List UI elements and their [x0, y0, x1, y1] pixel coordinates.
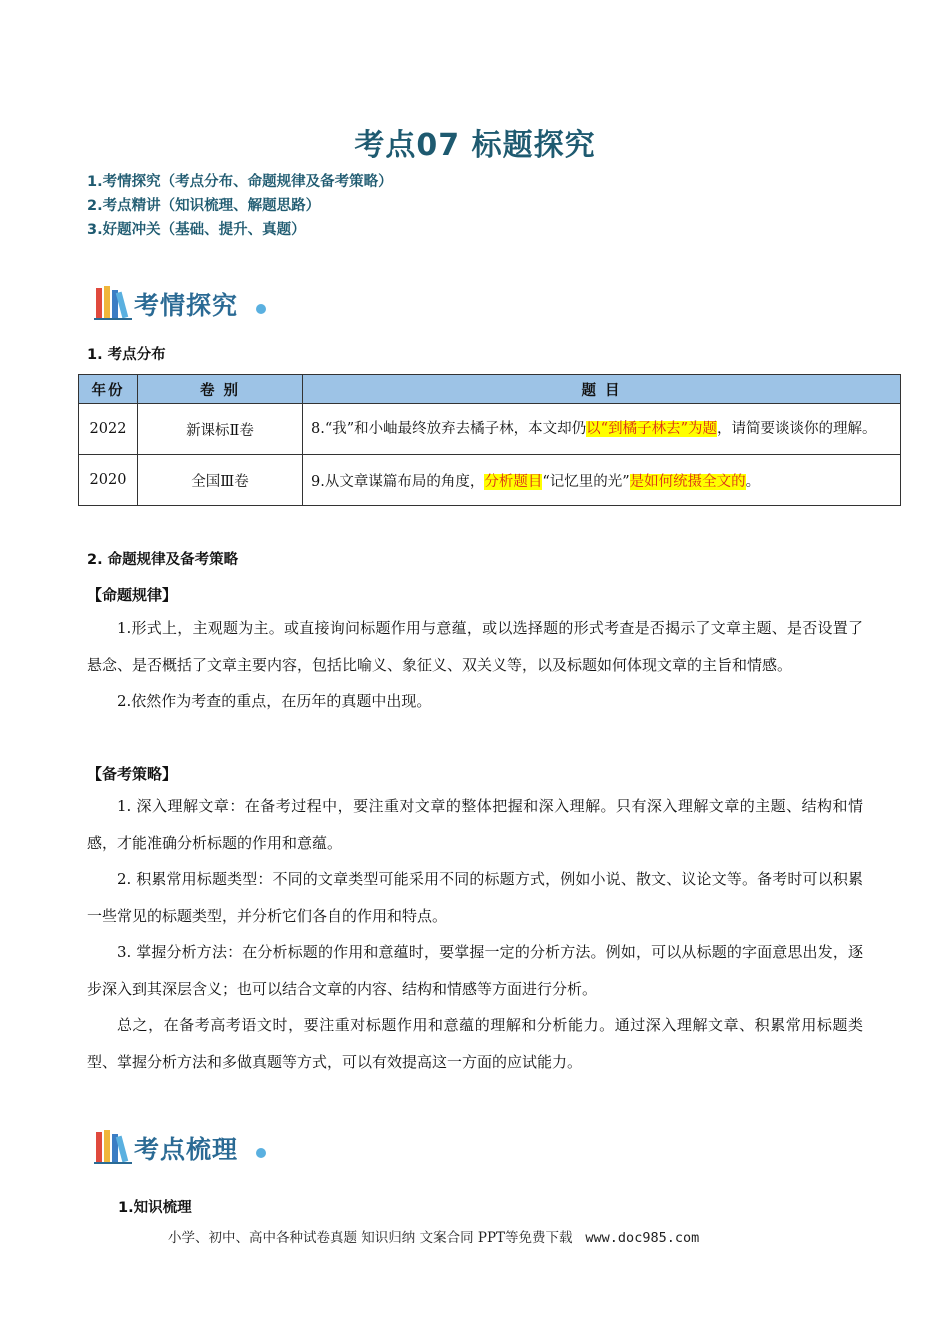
toc-item: 3.好题冲关（基础、提升、真题）: [87, 222, 306, 238]
column-header-question: 题 目: [303, 375, 901, 404]
rules-text: [87, 610, 863, 720]
table-of-contents: [87, 170, 393, 242]
paragraph: 3. 掌握分析方法：在分析标题的作用和意蕴时，要掌握一定的分析方法。例如，可以从标题的字面意思出发，逐步深入到其深层含义；也可以结合文章的内容、结构和情感等方面进行分析。: [87, 943, 863, 998]
rules-heading: 【命题规律】: [87, 586, 178, 604]
banner-dot-icon: [256, 304, 266, 314]
cell-paper: 全国Ⅲ卷: [138, 455, 303, 506]
paragraph: 2. 积累常用标题类型：不同的文章类型可能采用不同的标题方式，例如小说、散文、议论文等。备考时可以积累一些常见的标题类型，并分析它们各自的作用和特点。: [87, 870, 863, 925]
cell-paper: 新课标Ⅱ卷: [138, 404, 303, 455]
section-banner-knowledge: [94, 1126, 284, 1170]
banner-dot-icon: [256, 1148, 266, 1158]
cell-year: 2020: [79, 455, 138, 506]
books-icon: [94, 1126, 134, 1166]
column-header-paper: 卷 别: [138, 375, 303, 404]
section-heading-rules: 2. 命题规律及备考策略: [87, 552, 239, 568]
paragraph: 总之，在备考高考语文时，要注重对标题作用和意蕴的理解和分析能力。通过深入理解文章、积累常用标题类型、掌握分析方法和多做真题等方式，可以有效提高这一方面的应试能力。: [87, 1016, 863, 1071]
cell-year: 2022: [79, 404, 138, 455]
table-header-row: [79, 375, 901, 404]
books-icon: [94, 282, 134, 322]
question-text: ，请简要谈谈你的理解。: [717, 421, 877, 437]
paragraph: 1.形式上，主观题为主。或直接询问标题作用与意蕴，或以选择题的形式考查是否揭示了文章主题、是否设置了悬念、是否概括了文章主要内容，包括比喻义、象征义、双关义等，以及标题如何体现文章的主旨和情感。: [87, 619, 863, 674]
banner-title: 考情探究: [134, 291, 239, 320]
page-footer: [168, 1226, 699, 1246]
strategy-heading: 【备考策略】: [87, 765, 178, 783]
toc-item: 1.考情探究（考点分布、命题规律及备考策略）: [87, 174, 393, 190]
section-banner-exam-analysis: [94, 282, 284, 326]
table-row: [79, 404, 901, 455]
cell-question: [303, 455, 901, 506]
highlighted-text: 是如何统摄全文的: [629, 473, 746, 490]
banner-title: 考点梳理: [134, 1135, 239, 1164]
footer-link[interactable]: www.doc985.com: [585, 1230, 700, 1246]
question-text: 9.从文章谋篇布局的角度，: [311, 473, 485, 490]
strategy-text: [87, 788, 863, 1080]
column-header-year: 年份: [79, 375, 138, 404]
toc-item: 2.考点精讲（知识梳理、解题思路）: [87, 198, 321, 214]
paragraph: 1. 深入理解文章：在备考过程中，要注重对文章的整体把握和深入理解。只有深入理解文章的主题、结构和情感，才能准确分析标题的作用和意蕴。: [87, 797, 863, 852]
highlighted-text: 分析题目: [484, 473, 543, 490]
exam-distribution-table: [78, 374, 901, 506]
knowledge-heading: 1.知识梳理: [118, 1200, 192, 1216]
footer-text: 小学、初中、高中各种试卷真题 知识归纳 文案合同 PPT等免费下载: [168, 1230, 573, 1246]
question-text: 8.“我”和小岫最终放弃去橘子林，本文却仍: [311, 421, 587, 437]
question-text: 。: [745, 473, 761, 490]
question-text: “记忆里的光”: [542, 473, 630, 490]
highlighted-text: 以“到橘子林去”为题: [586, 421, 717, 437]
paragraph: 2.依然作为考查的重点，在历年的真题中出现。: [117, 692, 432, 710]
cell-question: [303, 404, 901, 455]
section-heading-distribution: 1. 考点分布: [87, 347, 166, 363]
page-title: 考点07 标题探究: [354, 128, 596, 163]
table-row: [79, 455, 901, 506]
